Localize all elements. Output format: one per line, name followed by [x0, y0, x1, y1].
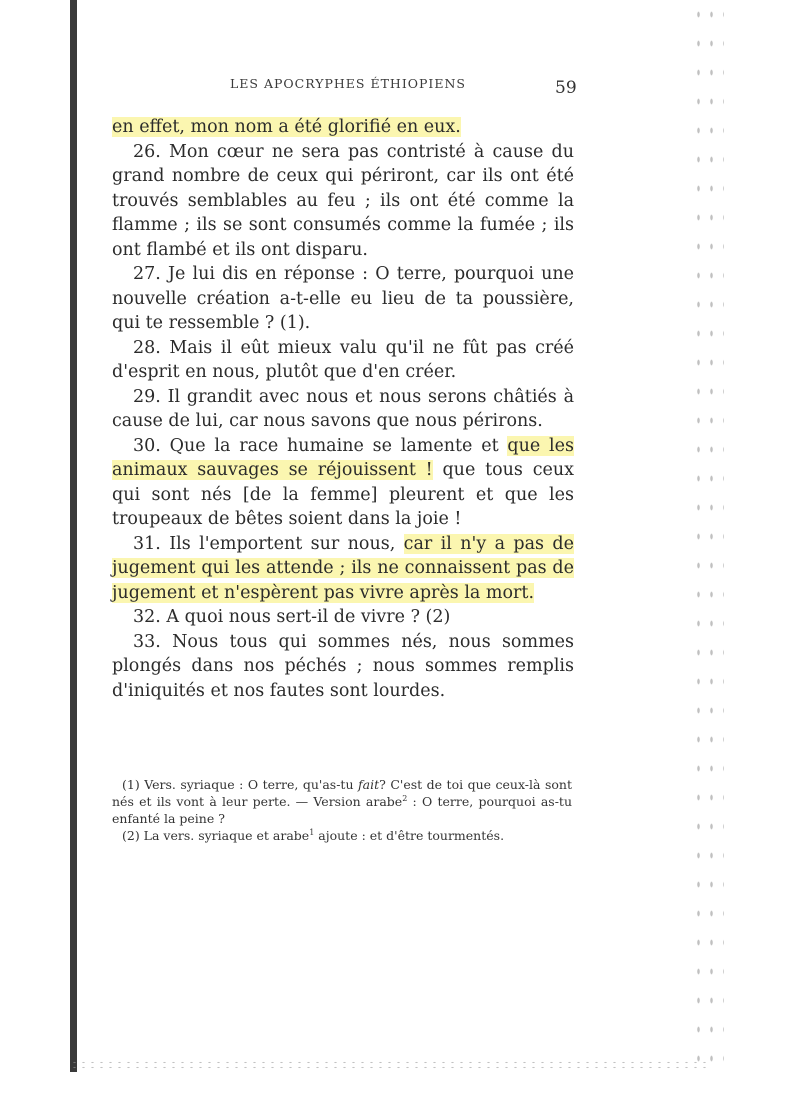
verse-32: 32. A quoi nous sert-il de vivre ? (2) — [133, 607, 451, 627]
continued-line — [112, 115, 574, 140]
verse-31-start: 31. Ils l'emportent sur nous, — [133, 533, 396, 554]
book-binding-edge — [70, 0, 77, 1072]
footnote-superscript: 2 — [402, 793, 408, 803]
highlighted-text: que les animaux sauvages se réjouissent ! — [112, 435, 574, 480]
verse-30 — [112, 434, 574, 532]
footnotes — [112, 776, 572, 844]
footnote-1-text: (1) Vers. syriaque : O terre, qu'as-tu — [122, 777, 354, 792]
footnote-2-text: (2) La vers. syriaque et arabe — [122, 828, 310, 843]
footnote-1-italic: fait — [358, 777, 380, 792]
highlighted-text: car il n'y a pas de jugement qui les attende ; ils ne connaissent pas de jugement et n'espèrent pas vivre après la mort. — [112, 533, 574, 603]
scan-bottom-edge — [70, 1060, 710, 1070]
footnote-1 — [112, 776, 572, 827]
footnote-1-text: ? C'est de toi que ceux-là sont nés et ils vont à leur perte. — Version arabe — [112, 777, 572, 809]
verse-30-end: que tous ceux qui sont nés [de la femme] pleurent et que les troupeaux de bêtes soient dans la joie ! — [112, 460, 574, 529]
footnote-superscript: 1 — [309, 827, 315, 837]
page-number: 59 — [555, 78, 577, 98]
verse-30-start: 30. Que la race humaine se lamente et — [133, 435, 499, 456]
highlighted-text: en effet, mon nom a été glorifié en eux. — [112, 117, 461, 137]
scan-right-edge — [692, 0, 724, 1080]
verse-31 — [112, 532, 574, 606]
main-text — [112, 115, 574, 703]
footnote-2-text: ajoute : et d'être tourmentés. — [314, 828, 505, 843]
verse-29: 29. Il grandit avec nous et nous serons châtiés à cause de lui, car nous savons que nous périrons. — [112, 386, 574, 431]
footnote-2 — [112, 827, 572, 844]
verse-33: 33. Nous tous qui sommes nés, nous sommes plongés dans nos péchés ; nous sommes remplis d'iniquités et nos fautes sont lourdes. — [112, 631, 574, 701]
verse-28: 28. Mais il eût mieux valu qu'il ne fût pas créé d'esprit en nous, plutôt que d'en créer. — [112, 337, 574, 382]
verse-26: 26. Mon cœur ne sera pas contristé à cause du grand nombre de ceux qui périront, car ils ont été trouvés semblables au feu ; ils ont été comme la flamme ; ils se sont consumés comme la fumée ; ils ont flambé et ils ont disparu. — [112, 141, 574, 260]
verse-27: 27. Je lui dis en réponse : O terre, pourquoi une nouvelle création a-t-elle eu lieu de ta poussière, qui te ressemble ? (1). — [112, 264, 574, 333]
running-title: LES APOCRYPHES ÉTHIOPIENS — [230, 76, 466, 91]
footnote-1-text: : O terre, pourquoi as-tu enfanté la peine ? — [112, 794, 572, 826]
